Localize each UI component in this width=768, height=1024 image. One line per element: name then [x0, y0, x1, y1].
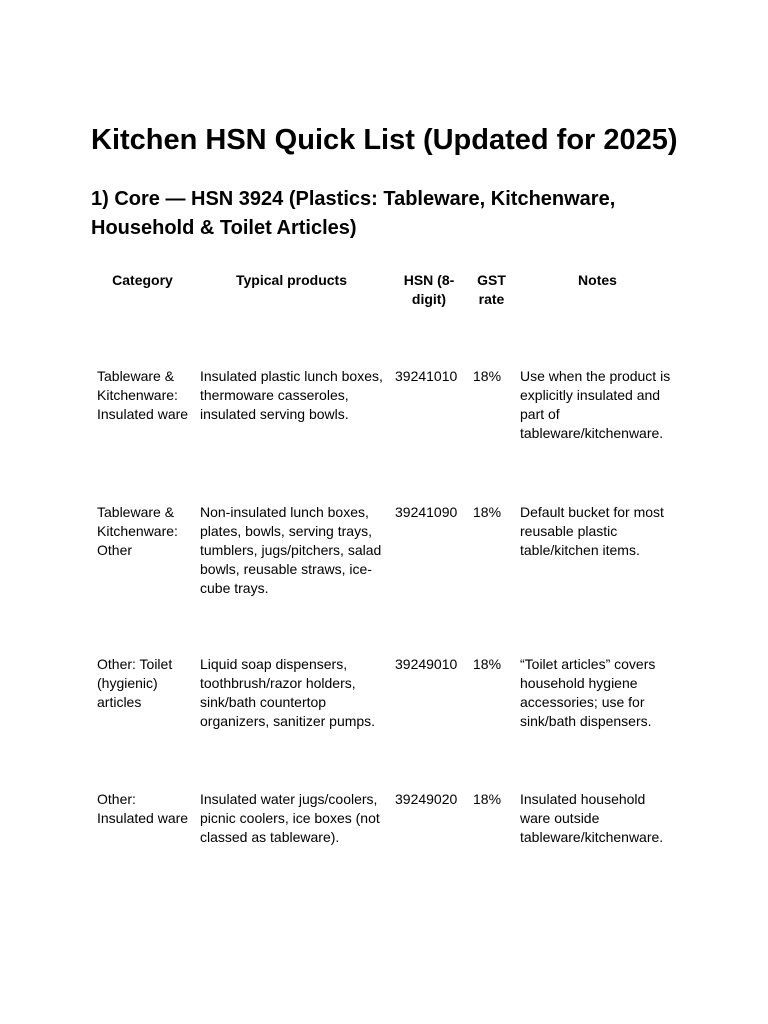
header-notes: Notes [578, 272, 617, 288]
header-category: Category [112, 272, 173, 288]
cell-gst-rate: 18% [473, 368, 502, 384]
cell-category: Tableware & Kitchenware: Insulated ware [97, 368, 189, 422]
cell-notes: Insulated household ware outside tableware/kitchenware. [520, 791, 664, 845]
cell-typical-products: Liquid soap dispensers, toothbrush/razor holders, sink/bath countertop organizers, sanitizer pumps. [200, 656, 376, 729]
document-title: Kitchen HSN Quick List (Updated for 2025) [91, 124, 678, 156]
header-gst-rate: GST rate [477, 272, 506, 307]
cell-gst-rate: 18% [473, 656, 502, 672]
cell-category: Tableware & Kitchenware: Other [97, 504, 178, 558]
table-row [91, 790, 681, 870]
cell-category: Other: Toilet (hygienic) articles [97, 656, 173, 710]
cell-category: Other: Insulated ware [97, 791, 189, 826]
cell-typical-products: Insulated water jugs/coolers, picnic coolers, ice boxes (not classed as tableware). [200, 791, 380, 845]
header-hsn: HSN (8-digit) [403, 272, 455, 307]
cell-notes: Default bucket for most reusable plastic table/kitchen items. [520, 504, 664, 558]
cell-typical-products: Insulated plastic lunch boxes, thermoware casseroles, insulated serving bowls. [200, 368, 383, 422]
table-body [91, 367, 681, 870]
table-row [91, 503, 681, 655]
cell-notes: Use when the product is explicitly insulated and part of tableware/kitchenware. [520, 368, 671, 441]
cell-hsn: 39249010 [395, 656, 458, 672]
table-header [91, 270, 681, 367]
table-row [91, 655, 681, 790]
header-typical-products: Typical products [236, 272, 347, 288]
cell-notes: “Toilet articles” covers household hygiene accessories; use for sink/bath dispensers. [520, 656, 656, 729]
section-heading: 1) Core — HSN 3924 (Plastics: Tableware, Kitchenware, Household & Toilet Articles) [91, 188, 616, 239]
cell-typical-products: Non-insulated lunch boxes, plates, bowls, serving trays, tumblers, jugs/pitchers, salad bowls, reusable straws, ice-cube trays. [200, 504, 382, 596]
cell-hsn: 39241010 [395, 368, 458, 384]
hsn-table [91, 270, 681, 870]
cell-gst-rate: 18% [473, 791, 502, 807]
table-header-row [91, 270, 681, 367]
cell-hsn: 39249020 [395, 791, 458, 807]
cell-hsn: 39241090 [395, 504, 458, 520]
table-row [91, 367, 681, 503]
cell-gst-rate: 18% [473, 504, 502, 520]
